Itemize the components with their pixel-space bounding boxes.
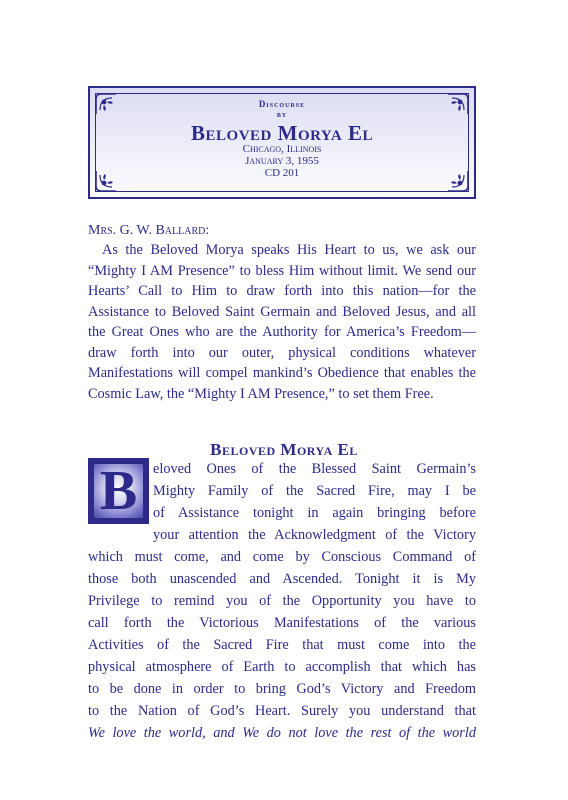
- section-title: Beloved Morya El: [210, 440, 358, 459]
- body-line: Activities of the Sacred Fire that must come into the: [88, 637, 476, 653]
- intro-paragraph: As the Beloved Morya speaks His Heart to us, we ask our “Mighty I AM Presence” to bless Him without limit. We send our Hearts’ Call to Him to draw forth into this nation—for the Assistance to Beloved Saint Germain and Beloved Jesus, and all the Great Ones who are the Authority for America’s Freedom— draw forth into our outer, physical conditions whatever Manifestations will compel mankind’s Obedience that enables the Cosmic Law, the “Mighty I AM Presence,” to set them Free.: [88, 242, 476, 402]
- drop-cap-background: [94, 460, 143, 522]
- header-code: CD 201: [264, 167, 300, 179]
- intro-speaker: Mrs. G. W. Ballard:: [88, 223, 210, 238]
- body-line: to the Nation of God’s Heart. Surely you understand that: [88, 703, 476, 719]
- by-label: by: [276, 109, 288, 119]
- header-date: January 3, 1955: [245, 155, 319, 167]
- body-line: to be done in order to bring God’s Victory and Freedom: [88, 681, 476, 697]
- drop-cap: [88, 458, 149, 524]
- drop-cap-letter: B: [99, 460, 138, 522]
- body-line: of Assistance tonight in again bringing before: [153, 505, 476, 521]
- header-text: [90, 99, 474, 179]
- discourse-label: Discourse: [258, 99, 306, 109]
- header-box: [88, 86, 476, 199]
- body-line: Mighty Family of the Sacred Fire, may I be: [153, 483, 476, 499]
- body-line: We love the world, and We do not love the rest of the world: [88, 725, 476, 741]
- body-line: eloved Ones of the Blessed Saint Germain’s: [153, 461, 476, 477]
- header-title: Beloved Morya El: [191, 121, 373, 145]
- header-place: Chicago, Illinois: [242, 143, 322, 155]
- body-line: call forth the Victorious Manifestations of the various: [88, 615, 476, 631]
- body-line: physical atmosphere of Earth to accomplish that which has: [88, 659, 476, 675]
- body-line: Privilege to remind you of the Opportunity you have to: [88, 593, 476, 609]
- body-line: your attention the Acknowledgment of the Victory: [153, 527, 476, 543]
- body-line: which must come, and come by Conscious Command of: [88, 549, 476, 565]
- body-line: those both unascended and Ascended. Tonight it is My: [88, 571, 476, 587]
